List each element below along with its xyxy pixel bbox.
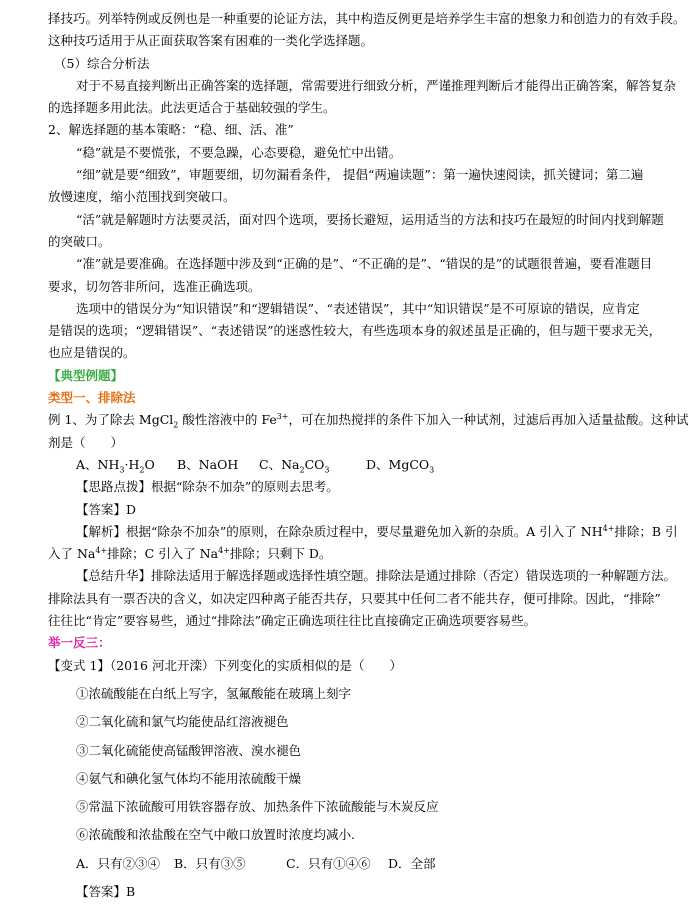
paragraph-line: “活”就是解题时方法要灵活，面对四个选项，要扬长避短，运用适当的方法和技巧在最短的时间内找到解题 [76,211,664,227]
type-heading: 类型一、排除法 [48,390,136,406]
section-heading: 2、解选择题的基本策略：“稳、细、活、准” [48,122,294,138]
document-page [48,8,689,903]
statement-item: ①浓硫酸能在白纸上写字，氢氟酸能在玻璃上刻字 [76,685,352,701]
choice-a: A．只有②③④ [76,855,161,871]
summary-line: 【总结升华】排除法适用于解选择题或选择性填空题。排除法是通过排除（否定）错误选项的一种解题方法。 [76,568,677,584]
paragraph-line: 放慢速度，缩小范围找到突破口。 [48,189,236,205]
statement-item: ③二氧化硫能使高锰酸钾溶液、溴水褪色 [76,742,302,758]
choice-d: D、MgCO$_3$ [366,456,435,475]
answer-choices [48,454,608,476]
paragraph-line: “细”就是要“细致”，审题要细，切勿漏看条件， 提倡“两遍读题”：第一遍快速阅读，抓关键词；第二遍 [76,167,644,183]
statement-item: ②二氧化硫和氯气均能使品红溶液褪色 [76,714,289,730]
example-question: 例 1、为了除去 MgCl$_2$ 酸性溶液中的 $Fe^{3+}$，可在加热搅拌的条件下加入一种试剂，过滤后再加入适量盐酸。这种试 [48,412,689,430]
section-title-typical-examples: 【典型例题】 [48,367,124,383]
paragraph-line: “稳”就是不要慌张，不要急躁，心态要稳，避免忙中出错。 [76,144,402,160]
choice-c: C．只有①④⑥ [286,855,371,871]
paragraph-line: 这种技巧适用于从正面获取答案有困难的一类化学选择题。 [48,33,374,49]
answer-line: 【答案】D [76,501,137,517]
example-question: 剂是（ ） [48,434,124,450]
variant-question: 【变式 1】（2016 河北开滦）下列变化的实质相似的是（ ） [48,657,402,673]
paragraph-line: 择技巧。列举特例或反例也是一种重要的论证方法，其中构造反例更是培养学生丰富的想象力和创造力的有效手段。 [48,11,686,26]
choice-a: A、$NH_3\cdot H_2O$ [76,456,155,475]
answer-line: 【答案】B [76,883,136,899]
statement-item: ④氨气和碘化氢气体均不能用浓硫酸干燥 [76,770,302,786]
summary-line: 往往比“肯定”要容易些，通过“排除法”确定正确选项往往比直接确定正确选项要容易些。 [48,613,537,629]
statement-item: ⑤常温下浓硫酸可用铁容器存放、加热条件下浓硫酸能与木炭反应 [76,799,439,815]
choice-c: C、$Na_2CO_3$ [259,456,330,475]
analysis-line: 【解析】根据“除杂不加杂”的原则，在除杂质过程中，要尽量避免加入新的杂质。A 引入了 $NH^{4+}$排除；B 引 [76,523,678,539]
answer-choices [48,853,608,875]
practice-heading: 举一反三： [48,635,111,651]
analysis-line: 入了 $Na^{4+}$排除；C 引入了 $Na^{4+}$排除；只剩下 D。 [48,545,332,562]
choice-d: D．全部 [388,855,436,871]
paragraph-line: 选项中的错误分为“知识错误”和“逻辑错误”、“表述错误”，其中“知识错误”是不可原谅的错误，应肯定 [76,300,640,316]
statement-item: ⑥浓硫酸和浓盐酸在空气中敞口放置时浓度均减小. [76,827,355,843]
paragraph-line: 的突破口。 [48,233,111,249]
choice-b: B、NaOH [177,456,239,472]
paragraph-line: 对于不易直接判断出正确答案的选择题，常需要进行细致分析，严谨推理判断后才能得出正确答案，解答复杂 [76,77,677,93]
paragraph-line: 也应是错误的。 [48,345,136,361]
summary-line: 排除法具有一票否决的含义，如决定四种离子能否共存，只要其中任何二者不能共存，便可排除。因此，“排除” [48,590,661,606]
paragraph-line: 的选择题多用此法。此法更适合于基础较强的学生。 [48,100,336,116]
paragraph-line: 是错误的选项；“逻辑错误”、“表述错误”的迷惑性较大，有些选项本身的叙述虽是正确的，但与题干要求无关， [48,323,662,339]
paragraph-line: 要求，切勿答非所问，选准正确选项。 [48,278,261,294]
paragraph-line: “准”就是要准确。在选择题中涉及到“正确的是”、“不正确的是”、“错误的是”的试题很普遍，要看准题目 [76,256,653,272]
hint-line: 【思路点拨】根据“除杂不加杂”的原则去思考。 [76,479,339,495]
choice-b: B．只有③⑤ [174,855,246,871]
section-heading: （5）综合分析法 [54,55,150,71]
